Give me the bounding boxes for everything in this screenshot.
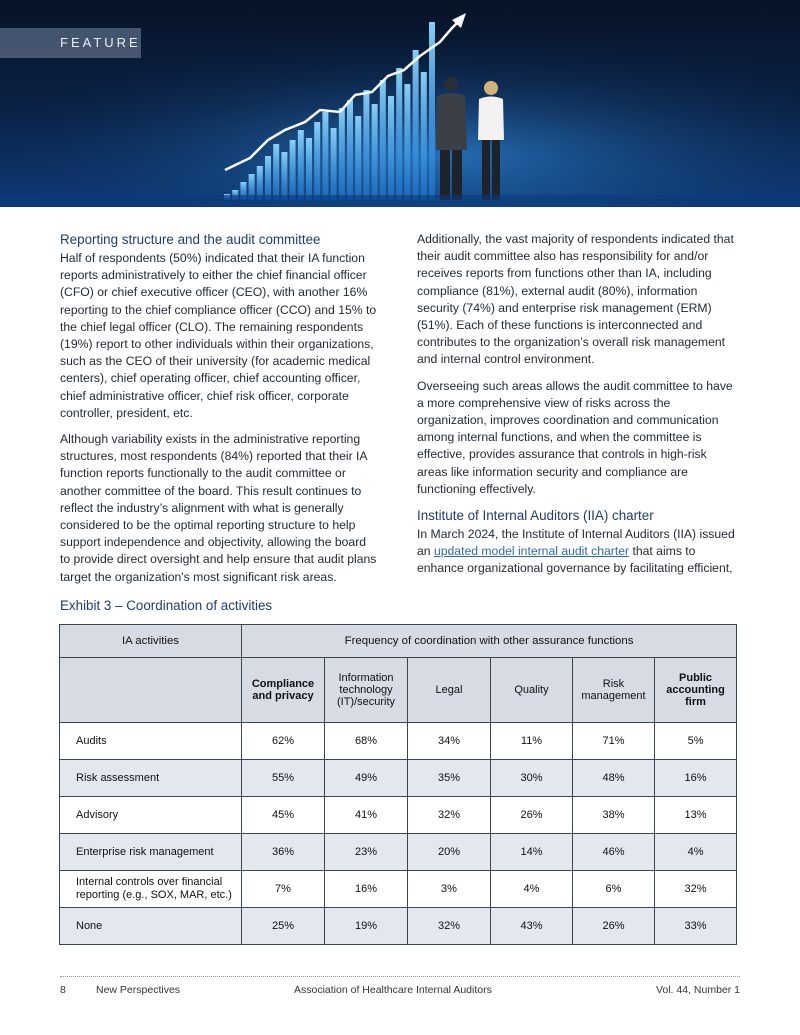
table-cell: 48% [573, 760, 655, 797]
table-row [60, 760, 737, 797]
hero-bar [388, 96, 394, 200]
table-cell: 23% [325, 834, 408, 871]
exhibit-title: Exhibit 3 – Coordination of activities [60, 598, 273, 613]
table-cell: 20% [408, 834, 491, 871]
table-cell: 35% [408, 760, 491, 797]
table-cell: 16% [655, 760, 737, 797]
hero-image [0, 0, 800, 207]
table-cell: 11% [491, 723, 573, 760]
table-cell: 4% [491, 871, 573, 908]
table-row [60, 797, 737, 834]
hero-bar [290, 140, 296, 200]
section-heading-iia-charter: Institute of Internal Auditors (IIA) charter [417, 508, 654, 524]
table-cell: 46% [573, 834, 655, 871]
hero-bar [363, 90, 369, 200]
table-cell: 34% [408, 723, 491, 760]
footer-organization: Association of Healthcare Internal Auditors [294, 984, 492, 996]
section-heading-reporting: Reporting structure and the audit committee [60, 232, 321, 247]
footer-publication: New Perspectives [96, 984, 181, 996]
paragraph-audit-committee-responsibility: Additionally, the vast majority of respondents indicated that their audit committee also has responsibility for and/or receives reports from functions other than IA, including compliance (81%), external audit (80%), information security (74%) and enterprise risk management (ERM) (51%). Each of these functions is interconnected and contributes to the organization’s overall risk management and internal control environment. [417, 232, 734, 367]
column-header: Information technology (IT)/security [325, 658, 408, 723]
hero-bar [265, 156, 271, 200]
hero-bar [339, 108, 345, 200]
table-cell: 68% [325, 723, 408, 760]
table-cell: 41% [325, 797, 408, 834]
hero-bar [355, 116, 361, 200]
table-cell: 33% [655, 908, 737, 945]
column-header: Compliance and privacy [242, 658, 325, 723]
table-cell: 13% [655, 797, 737, 834]
feature-tag: FEATURE [0, 28, 141, 58]
header-blank [60, 658, 242, 723]
table-cell: 30% [491, 760, 573, 797]
column-header: Risk management [573, 658, 655, 723]
hero-bar [347, 100, 353, 200]
hero-bar [396, 68, 402, 200]
footer-page-number: 8 [60, 984, 66, 996]
column-header: Legal [408, 658, 491, 723]
table-cell: 71% [573, 723, 655, 760]
table-cell: 55% [242, 760, 325, 797]
header-frequency-group: Frequency of coordination with other assurance functions [242, 625, 737, 658]
table-cell: 19% [325, 908, 408, 945]
table-cell: 32% [408, 797, 491, 834]
table-cell: 45% [242, 797, 325, 834]
row-label: Risk assessment [60, 760, 242, 797]
table-cell: 49% [325, 760, 408, 797]
table-cell: 32% [408, 908, 491, 945]
table-cell: 62% [242, 723, 325, 760]
hero-bar [257, 166, 263, 200]
table-cell: 4% [655, 834, 737, 871]
hero-bar [314, 122, 320, 200]
coordination-table [59, 624, 737, 945]
table-cell: 26% [573, 908, 655, 945]
table-cell: 6% [573, 871, 655, 908]
row-label: Audits [60, 723, 242, 760]
paragraph-iia-charter [417, 526, 739, 578]
hero-bar [298, 130, 304, 200]
header-ia-activities: IA activities [60, 625, 242, 658]
hero-bar [281, 152, 287, 200]
right-column [417, 231, 739, 587]
footer-divider [60, 976, 740, 977]
updated-charter-link[interactable]: updated model internal audit charter [433, 544, 630, 559]
table-row [60, 871, 737, 908]
footer-volume: Vol. 44, Number 1 [655, 984, 740, 996]
table-cell: 43% [491, 908, 573, 945]
table-row [60, 834, 737, 871]
hero-bar [380, 80, 386, 200]
row-label: Advisory [60, 797, 242, 834]
paragraph-overseeing-areas: Overseeing such areas allows the audit committee to have a more comprehensive view of risks across the organization, improves coordination and communication among internal functions, and when the committee is effective, provides assurance that controls in high-risk areas like information security and compliance are functioning effectively. [417, 378, 733, 496]
table-cell: 32% [655, 871, 737, 908]
hero-bar [322, 112, 328, 200]
charter-text-after: that aims to enhance organizational governance by facilitating efficient, [417, 544, 733, 576]
table-cell: 26% [491, 797, 573, 834]
table-cell: 36% [242, 834, 325, 871]
table-cell: 5% [655, 723, 737, 760]
row-label: Internal controls over financial reporting (e.g., SOX, MAR, etc.) [60, 871, 242, 908]
hero-bar [331, 128, 337, 200]
table-cell: 3% [408, 871, 491, 908]
table-row [60, 908, 737, 945]
hero-bar [273, 144, 279, 200]
table-cell: 16% [325, 871, 408, 908]
hero-bar [404, 84, 410, 200]
hero-bar [306, 138, 312, 200]
row-label: Enterprise risk management [60, 834, 242, 871]
hero-bar [413, 50, 419, 200]
table-row [60, 723, 737, 760]
hero-bar [372, 104, 378, 200]
column-header: Public accounting firm [655, 658, 737, 723]
paragraph-reporting-admin: Half of respondents (50%) indicated that their IA function reports administratively to either the chief financial officer (CFO) or chief executive officer (CEO), with another 16% reporting to the chief compliance officer (CCO) and 15% to the chief legal officer (CLO). The remaining respondents (19%) report to other individuals within their organizations, such as the CEO of their university (for academic medical centers), chief operating officer, chief accounting officer, chief administrative officer, chief risk officer, corporate controller, president, etc. [60, 251, 377, 420]
paragraph-reporting-functional: Although variability exists in the administrative reporting structures, most respondents (84%) reported that their IA function reports functionally to the audit committee or another committee of the board. This result continues to reflect the industry’s alignment with what is generally considered to be the optimal reporting structure to help support independence and objectivity, allowing the board to provide direct oversight and help ensure that audit plans target the organization's most significant risk areas. [60, 432, 377, 584]
table-cell: 38% [573, 797, 655, 834]
row-label: None [60, 908, 242, 945]
column-header: Quality [491, 658, 573, 723]
left-column [60, 231, 378, 595]
table-cell: 25% [242, 908, 325, 945]
hero-bar [421, 72, 427, 200]
charter-text-before: In March 2024, the Institute of Internal Auditors (IIA) issued an [417, 527, 735, 559]
table-cell: 14% [491, 834, 573, 871]
table-cell: 7% [242, 871, 325, 908]
